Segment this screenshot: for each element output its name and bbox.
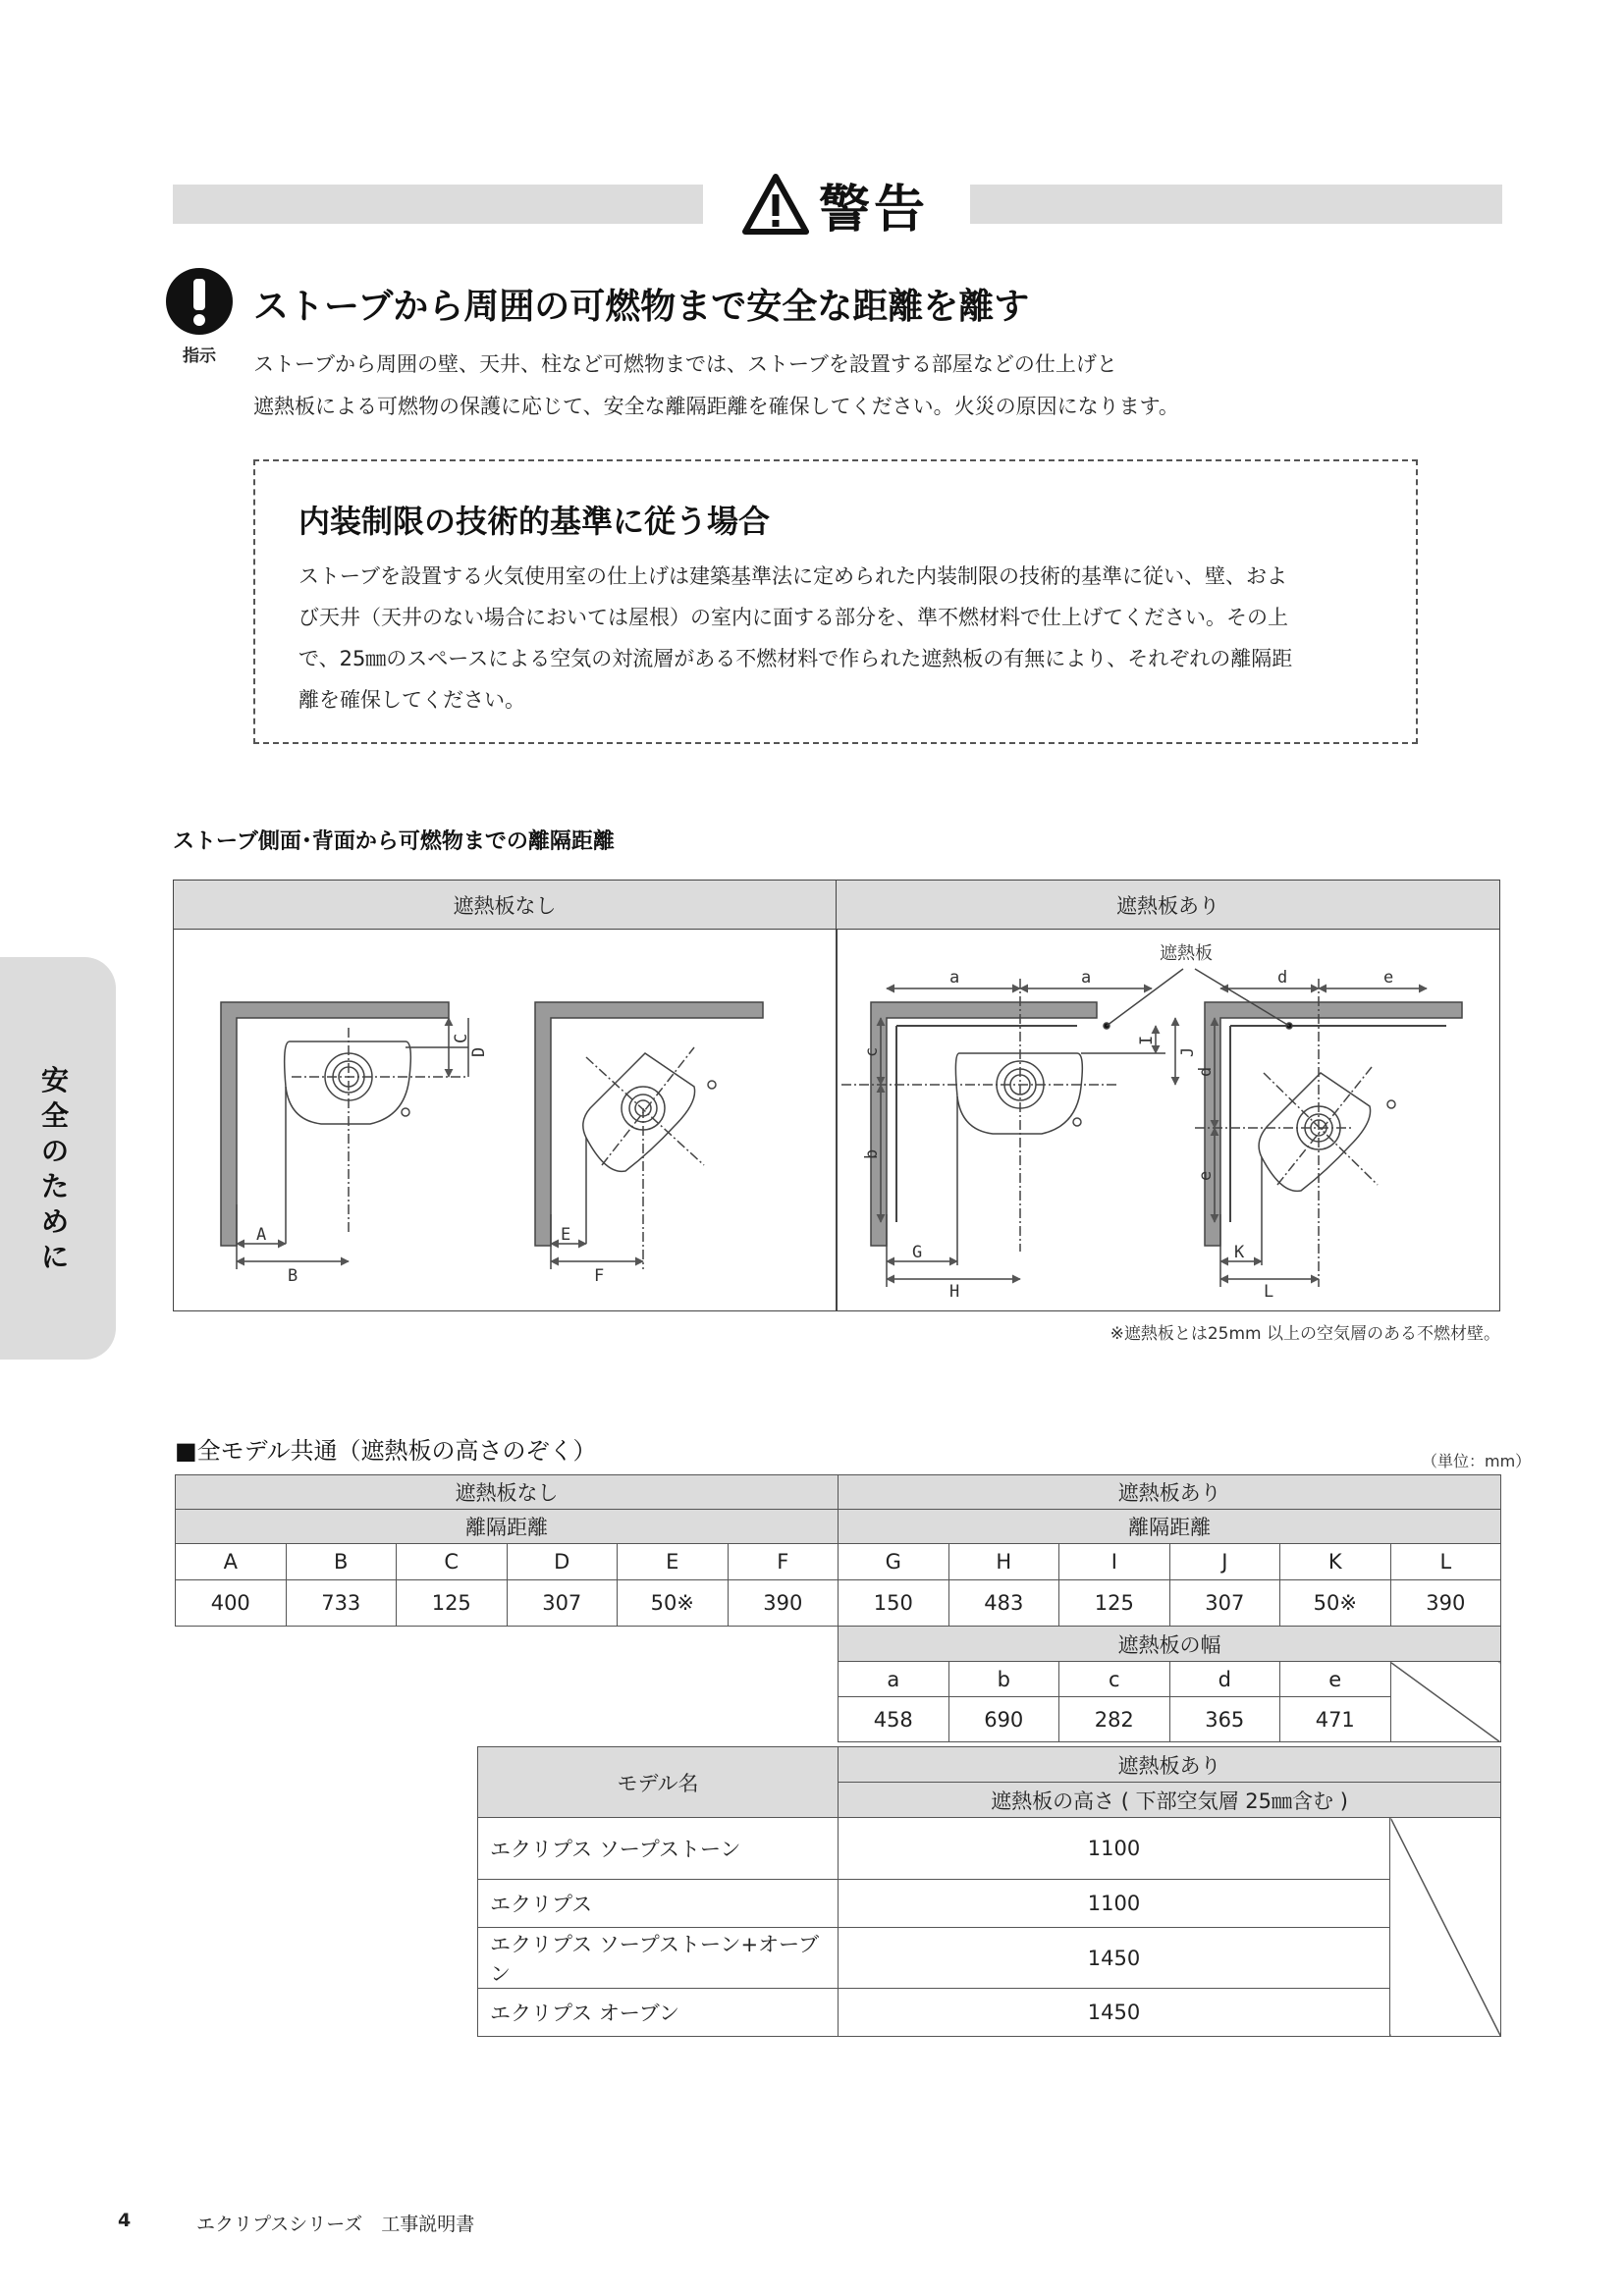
empty-diagonal-cell	[1390, 1662, 1501, 1742]
value-cell: 733	[286, 1580, 397, 1627]
dim-label-e: e	[1383, 968, 1394, 988]
value-cell: 50※	[618, 1580, 729, 1627]
table1-title: ■全モデル共通（遮熱板の高さのぞく）	[175, 1437, 597, 1465]
dim-label-c: c	[862, 1046, 882, 1057]
col-header: K	[1280, 1544, 1391, 1580]
dim-label-J: J	[1178, 1046, 1198, 1057]
shield-height: 1450	[839, 1928, 1390, 1989]
dim-label-B: B	[288, 1266, 298, 1286]
empty-diagonal-cell	[1390, 1818, 1501, 2037]
col-header: J	[1169, 1544, 1280, 1580]
col-header: F	[728, 1544, 839, 1580]
header-bar-left	[173, 185, 703, 224]
col-header: C	[397, 1544, 508, 1580]
shield-height: 1100	[839, 1880, 1390, 1928]
dim-label-G: G	[912, 1243, 923, 1262]
col-header: B	[286, 1544, 397, 1580]
dim-label-K: K	[1234, 1243, 1245, 1262]
diagram-note: ※遮熱板とは25mm 以上の空気層のある不燃材壁。	[1110, 1324, 1500, 1344]
dim-label-A: A	[256, 1225, 267, 1245]
page-number: 4	[118, 2210, 132, 2231]
box-text	[298, 556, 1379, 721]
dim-label-F: F	[594, 1266, 605, 1286]
interior-restriction-box	[253, 459, 1418, 744]
value-cell: 150	[839, 1580, 949, 1627]
box-line: で、25㎜のスペースによる空気の対流層がある不燃材料で作られた遮熱板の有無により、それぞれの離隔距	[298, 647, 1293, 670]
value-cell: 400	[176, 1580, 287, 1627]
value-cell: 483	[948, 1580, 1059, 1627]
sub-without-shield: 離隔距離	[176, 1510, 839, 1544]
width-header: b	[948, 1662, 1059, 1697]
shield-width-title: 遮熱板の幅	[839, 1627, 1501, 1662]
dim-label-d: d	[1196, 1066, 1216, 1077]
shield-height: 1100	[839, 1818, 1390, 1880]
side-tab-label: 安全のために	[40, 1064, 69, 1273]
dim-label-b: b	[862, 1148, 882, 1159]
width-value: 471	[1280, 1697, 1391, 1742]
side-tab	[0, 957, 116, 1360]
diagram-header-with: 遮熱板あり	[837, 881, 1499, 930]
dim-label-D: D	[469, 1046, 489, 1057]
value-cell: 390	[728, 1580, 839, 1627]
box-line: ストーブを設置する火気使用室の仕上げは建築基準法に定められた内装制限の技術的基準に従い、壁、およ	[298, 564, 1287, 588]
shield-label: 遮熱板	[1160, 943, 1213, 964]
shield-height-table	[477, 1746, 1501, 2037]
width-header: d	[1169, 1662, 1280, 1697]
width-value: 282	[1059, 1697, 1170, 1742]
col-header: L	[1390, 1544, 1501, 1580]
table1-unit: （単位：mm）	[1422, 1452, 1532, 1470]
exclamation-icon	[165, 267, 234, 336]
box-heading: 内装制限の技術的基準に従う場合	[298, 503, 771, 540]
diagram-header-without: 遮熱板なし	[174, 881, 837, 930]
diagram-title: ストーブ側面･背面から可燃物までの離隔距離	[173, 829, 615, 854]
dim-label-E: E	[561, 1225, 571, 1245]
col-header: D	[507, 1544, 618, 1580]
width-header: e	[1280, 1662, 1391, 1697]
height-sub-header: 遮熱板の高さ ( 下部空気層 25㎜含む )	[839, 1783, 1501, 1818]
col-header: G	[839, 1544, 949, 1580]
dim-label-L: L	[1264, 1282, 1274, 1302]
model-name: エクリプス	[478, 1880, 839, 1928]
width-header: a	[839, 1662, 949, 1697]
warning-icon	[742, 173, 809, 236]
col-header: H	[948, 1544, 1059, 1580]
value-cell: 50※	[1280, 1580, 1391, 1627]
value-cell: 307	[507, 1580, 618, 1627]
height-group-header: 遮熱板あり	[839, 1747, 1501, 1783]
warning-title	[742, 165, 929, 243]
warning-label: 警告	[819, 180, 930, 240]
instruction-icon-label: 指示	[183, 347, 216, 366]
header-bar-right	[970, 185, 1502, 224]
model-name: エクリプス ソープストーン	[478, 1818, 839, 1880]
width-value: 458	[839, 1697, 949, 1742]
value-cell: 125	[397, 1580, 508, 1627]
model-header: モデル名	[478, 1747, 839, 1818]
instruction-line: 遮熱板による可燃物の保護に応じて、安全な離隔距離を確保してください。火災の原因になります。	[253, 395, 1179, 418]
box-line: 離を確保してください。	[298, 688, 525, 712]
instruction-line: ストーブから周囲の壁、天井、柱など可燃物までは、ストーブを設置する部屋などの仕上げと	[253, 352, 1117, 376]
instruction-icon-block	[162, 267, 237, 366]
instruction-text	[253, 344, 1179, 428]
shield-width-table	[838, 1626, 1501, 1742]
group-with-shield: 遮熱板あり	[839, 1475, 1501, 1510]
dim-label-a: a	[949, 968, 960, 988]
shield-height: 1450	[839, 1989, 1390, 2037]
width-value: 690	[948, 1697, 1059, 1742]
dim-label-d: d	[1277, 968, 1288, 988]
col-header: A	[176, 1544, 287, 1580]
sub-with-shield: 離隔距離	[839, 1510, 1501, 1544]
model-name: エクリプス オーブン	[478, 1989, 839, 2037]
clearance-table	[175, 1474, 1501, 1627]
width-header: c	[1059, 1662, 1170, 1697]
dim-label-I: I	[1137, 1035, 1157, 1045]
model-name: エクリプス ソープストーン+オーブン	[478, 1928, 839, 1989]
value-cell: 125	[1059, 1580, 1170, 1627]
clearance-drawings	[174, 881, 1499, 1310]
instruction-heading: ストーブから周囲の可燃物まで安全な距離を離す	[253, 287, 1030, 327]
clearance-diagram	[173, 880, 1500, 1311]
value-cell: 390	[1390, 1580, 1501, 1627]
document-name: エクリプスシリーズ 工事説明書	[196, 2214, 475, 2235]
width-value: 365	[1169, 1697, 1280, 1742]
dim-label-e: e	[1196, 1170, 1216, 1181]
dim-label-H: H	[949, 1282, 960, 1302]
box-line: び天井（天井のない場合においては屋根）の室内に面する部分を、準不燃材料で仕上げてください。その上	[298, 606, 1288, 629]
dim-label-a: a	[1081, 968, 1092, 988]
group-without-shield: 遮熱板なし	[176, 1475, 839, 1510]
dim-label-C: C	[452, 1033, 471, 1043]
value-cell: 307	[1169, 1580, 1280, 1627]
col-header: E	[618, 1544, 729, 1580]
col-header: I	[1059, 1544, 1170, 1580]
